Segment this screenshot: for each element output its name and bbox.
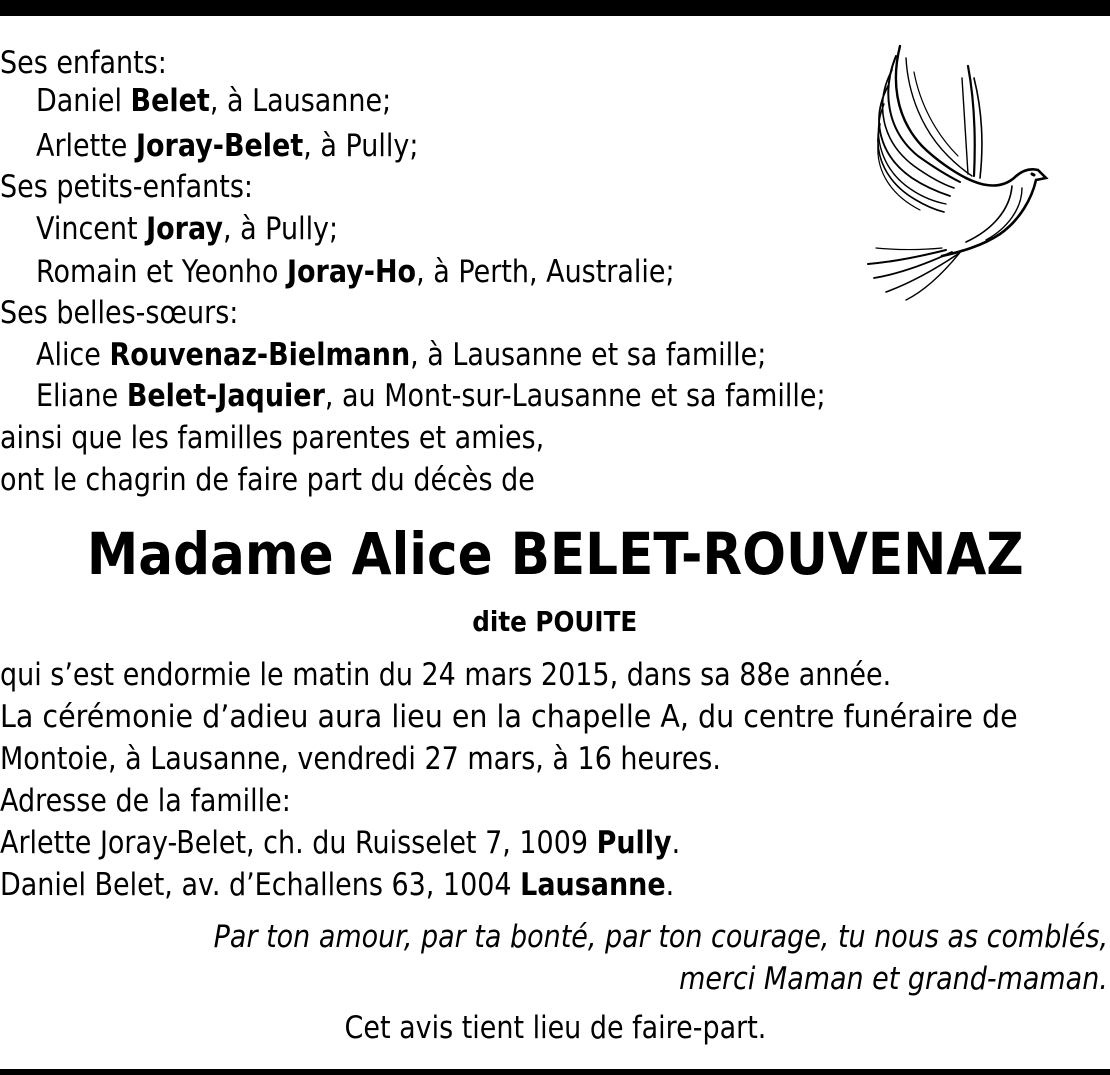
sisters-in-law-heading: Ses belles-sœurs: (0, 295, 239, 331)
quote-line: Par ton amour, par ta bonté, par ton courage, tu nous as comblés, (213, 919, 1108, 955)
deceased-name: Madame Alice BELET-ROUVENAZ (86, 520, 1024, 588)
ceremony-line: Montoie, à Lausanne, vendredi 27 mars, à 16 heures. (0, 741, 721, 777)
quote-line: merci Maman et grand-maman. (679, 961, 1108, 997)
bottom-rule (0, 1069, 1110, 1075)
sister-in-law-entry: Alice Rouvenaz-Bielmann, à Lausanne et sa famille; (36, 337, 767, 373)
address-line: Daniel Belet, av. d’Echallens 63, 1004 Lausanne. (0, 867, 675, 903)
dove-icon (862, 38, 1058, 306)
grandchildren-heading: Ses petits-enfants: (0, 169, 253, 205)
children-heading: Ses enfants: (0, 45, 167, 81)
top-rule (0, 0, 1110, 16)
address-heading: Adresse de la famille: (0, 783, 291, 819)
deceased-nickname: dite POUITE (472, 605, 638, 638)
ceremony-line: La cérémonie d’adieu aura lieu en la chapelle A, du centre funéraire de (0, 699, 1018, 735)
grandchild-entry: Vincent Joray, à Pully; (36, 211, 339, 247)
relatives-line: ainsi que les familles parentes et amies, (0, 420, 545, 456)
sister-in-law-entry: Eliane Belet-Jaquier, au Mont-sur-Lausanne et sa famille; (36, 378, 826, 414)
footer-note: Cet avis tient lieu de faire-part. (344, 1010, 766, 1046)
address-line: Arlette Joray-Belet, ch. du Ruisselet 7, 1009 Pully. (0, 825, 681, 861)
child-entry: Daniel Belet, à Lausanne; (36, 83, 392, 119)
child-entry: Arlette Joray-Belet, à Pully; (36, 128, 419, 164)
death-line: qui s’est endormie le matin du 24 mars 2015, dans sa 88e année. (0, 657, 892, 693)
announce-line: ont le chagrin de faire part du décès de (0, 462, 535, 498)
grandchild-entry: Romain et Yeonho Joray-Ho, à Perth, Australie; (36, 254, 675, 290)
